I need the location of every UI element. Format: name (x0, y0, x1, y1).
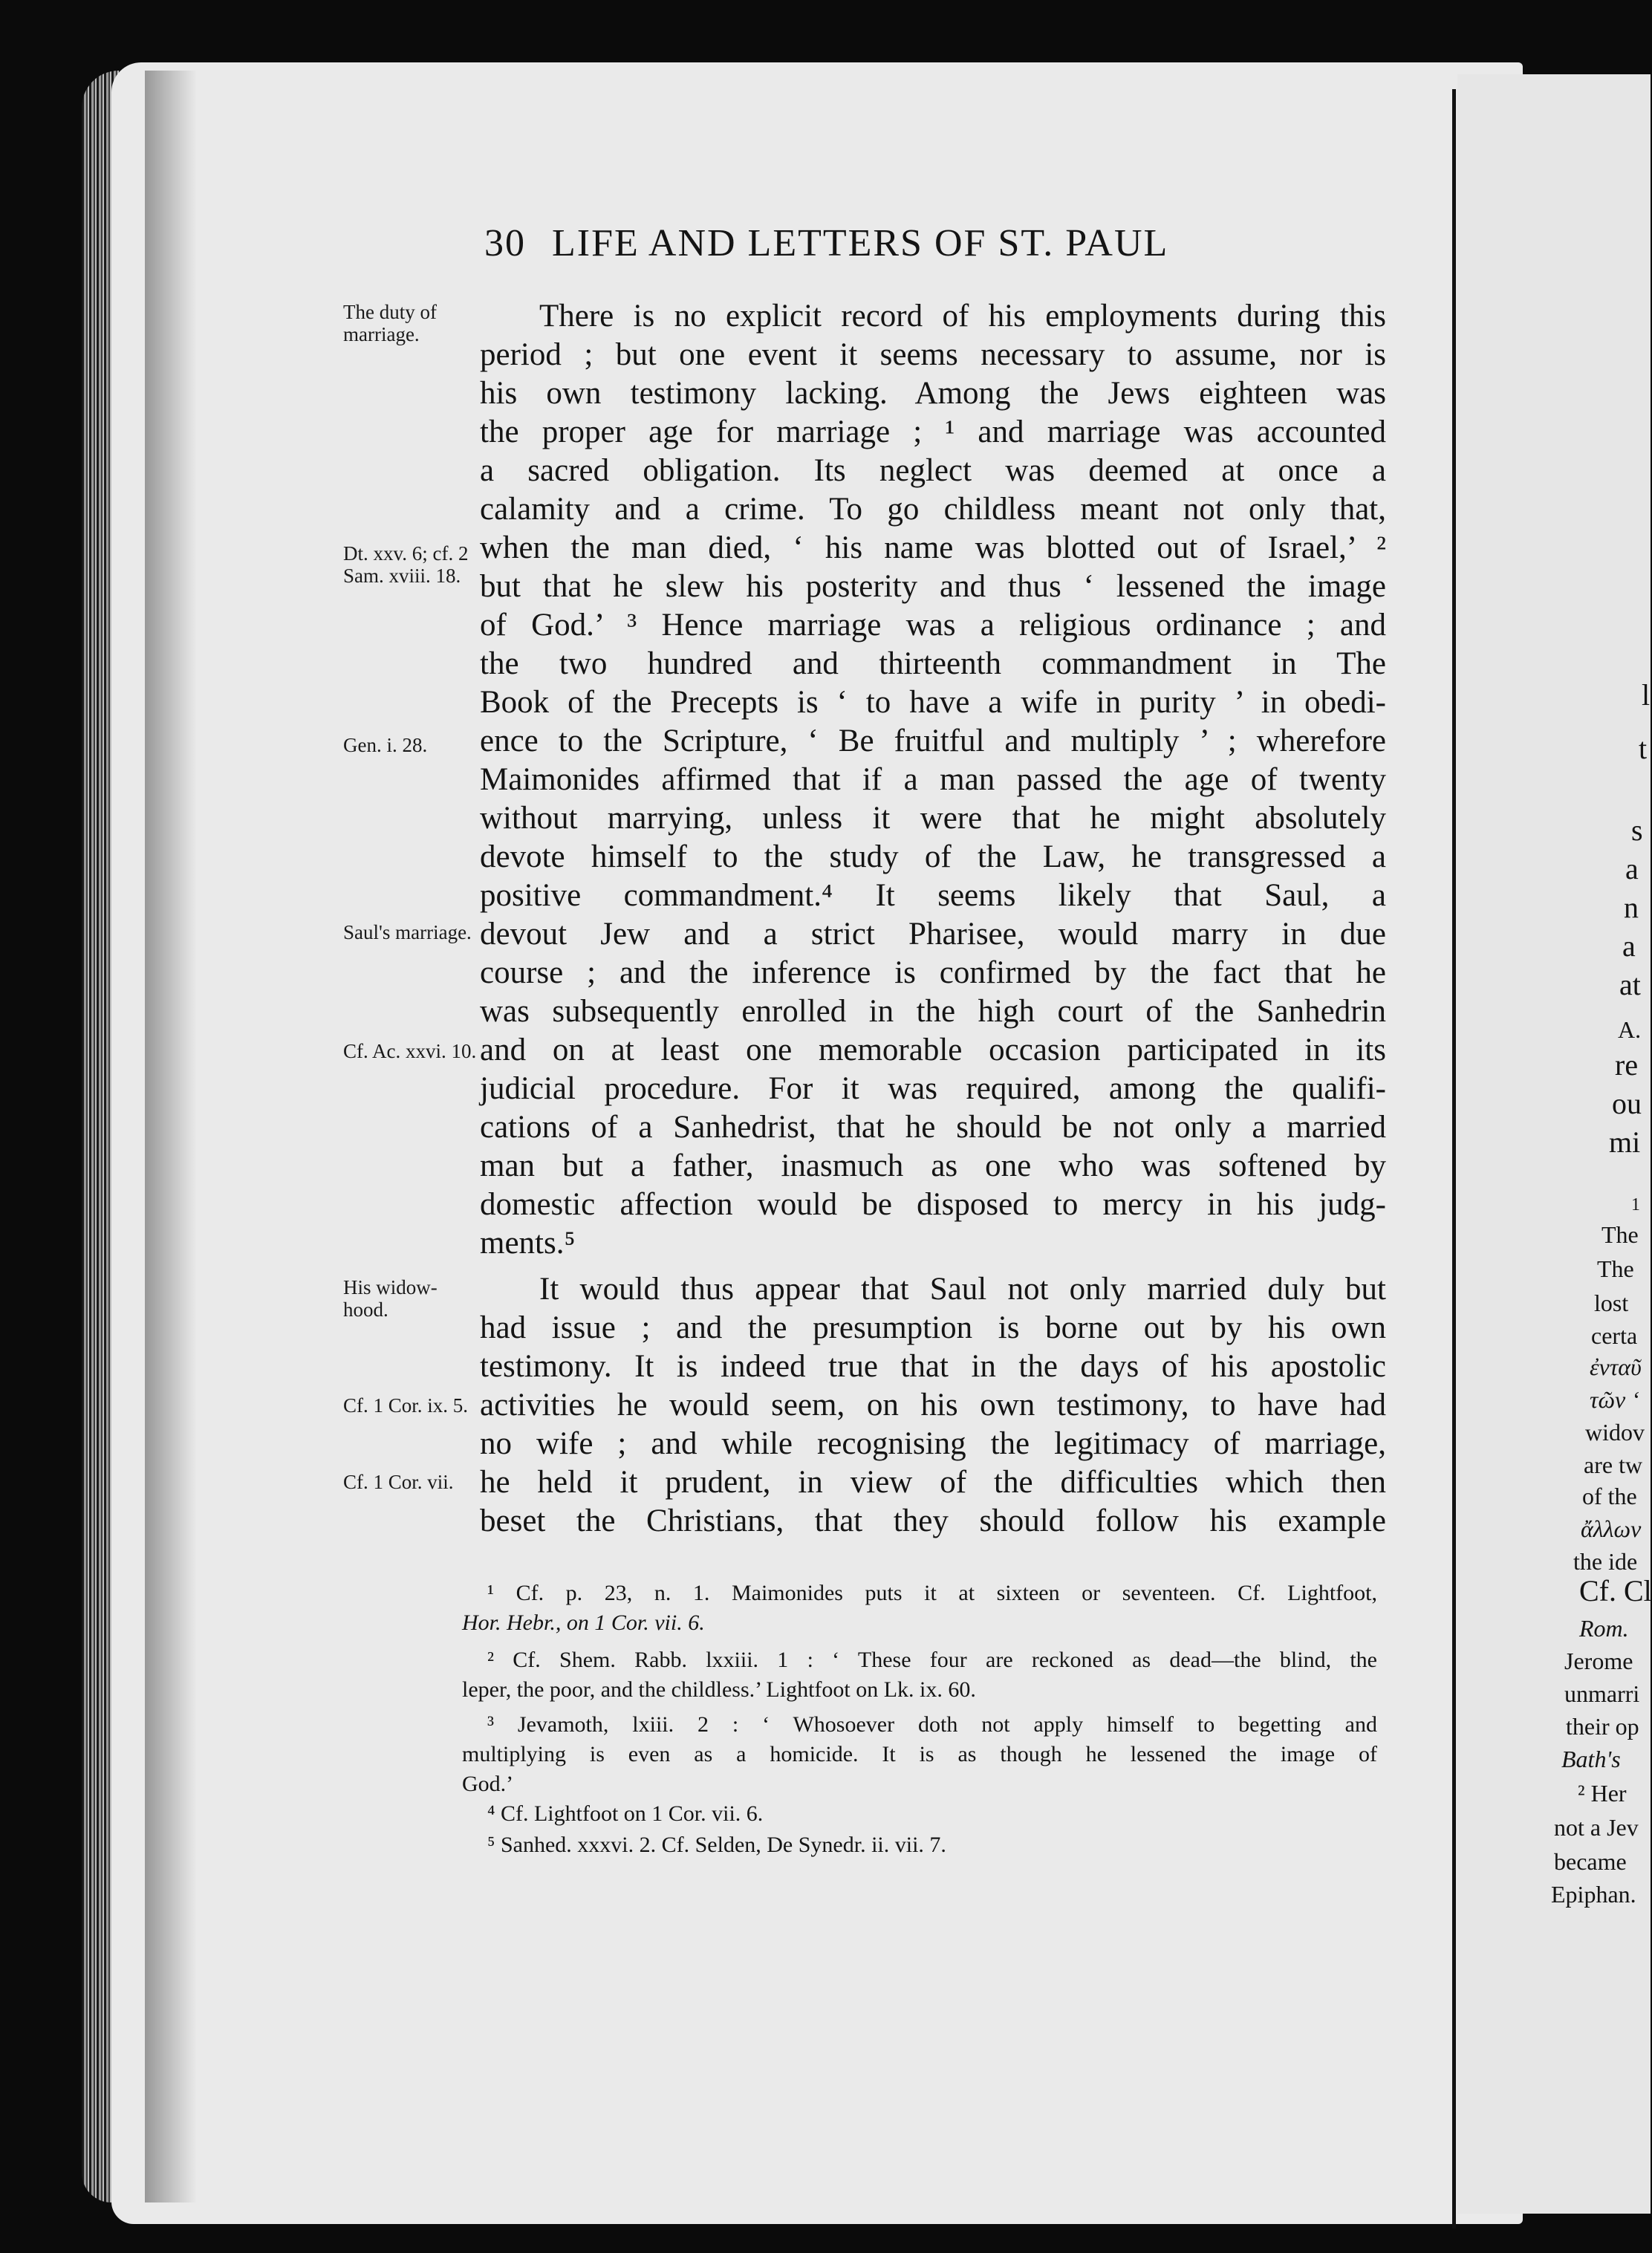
body-line: Maimonides affirmed that if a man passed the age of twenty (480, 762, 1386, 797)
right-page-text: at (1619, 968, 1641, 1001)
body-line: domestic affection would be disposed to mercy in his judg- (480, 1187, 1386, 1222)
right-page-text: n (1624, 891, 1639, 924)
running-head (484, 221, 1331, 265)
margin-note: Cf. 1 Cor. ix. 5. (343, 1394, 469, 1417)
body-line: without marrying, unless it were that he might absolutely (480, 801, 1386, 836)
right-page-text: 1 (1631, 1195, 1640, 1215)
body-line: a sacred obligation. Its neglect was deemed at once a (480, 453, 1386, 488)
footnote-line: ³ Jevamoth, lxiii. 2 : ‘ Whosoever doth not apply himself to begetting and (487, 1712, 1377, 1737)
body-line: beset the Christians, that they should follow his example (480, 1503, 1386, 1538)
body-line: activities he would seem, on his own testimony, to have had (480, 1388, 1386, 1423)
right-page-text: A. (1618, 1016, 1642, 1043)
body-line: period ; but one event it seems necessary to assume, nor is (480, 337, 1386, 372)
margin-note: His widow-hood. (343, 1276, 438, 1321)
right-page-text: ou (1612, 1087, 1642, 1120)
body-line: There is no explicit record of his employments during this (539, 299, 1386, 334)
body-line: but that he slew his posterity and thus ‘ lessened the image (480, 569, 1386, 604)
footnote-line: ¹ Cf. p. 23, n. 1. Maimonides puts it at sixteen or seventeen. Cf. Lightfoot, (487, 1581, 1377, 1605)
margin-note: Dt. xxv. 6; cf. 2 Sam. xviii. 18. (343, 542, 469, 587)
body-line: ence to the Scripture, ‘ Be fruitful and multiply ’ ; wherefore (480, 724, 1386, 758)
body-line: judicial procedure. For it was required, among the qualifi- (480, 1071, 1386, 1106)
body-line: devout Jew and a strict Pharisee, would marry in due (480, 917, 1386, 952)
footnote-line: ⁴ Cf. Lightfoot on 1 Cor. vii. 6. (487, 1801, 764, 1826)
footnote-line: ² Cf. Shem. Rabb. lxxiii. 1 : ‘ These four are reckoned as dead—the blind, the (487, 1648, 1377, 1672)
body-line: man but a father, inasmuch as one who was softened by (480, 1148, 1386, 1183)
right-page-text: the ide (1573, 1548, 1638, 1575)
margin-note: Saul's marriage. (343, 921, 472, 943)
right-page-text: a (1625, 852, 1639, 885)
right-page-text: l (1642, 678, 1651, 712)
body-line: his own testimony lacking. Among the Jews eighteen was (480, 376, 1386, 411)
page-number: 30 (484, 222, 526, 264)
body-line: course ; and the inference is confirmed by the fact that he (480, 955, 1386, 990)
body-line: devote himself to the study of the Law, he transgressed a (480, 839, 1386, 874)
page-gutter (1452, 89, 1456, 2228)
body-line: testimony. It is indeed true that in the days of his apostolic (480, 1349, 1386, 1384)
body-line: and on at least one memorable occasion participated in its (480, 1033, 1386, 1067)
right-page-text: ἐνταῦ (1590, 1353, 1642, 1380)
body-line: of God.’ ³ Hence marriage was a religious ordinance ; and (480, 608, 1386, 643)
footnote-line: God.’ (462, 1772, 514, 1796)
right-page-text: widov (1585, 1419, 1645, 1446)
right-page-text: became (1554, 1848, 1627, 1875)
margin-note: The duty of marriage. (343, 301, 437, 345)
right-page-text: Jerome (1564, 1648, 1633, 1674)
right-page-text: s (1631, 813, 1643, 847)
footnote-line: ⁵ Sanhed. xxxvi. 2. Cf. Selden, De Synedr. ii. vii. 7. (487, 1833, 946, 1857)
right-page-text: of the (1582, 1483, 1637, 1509)
right-page-text: unmarri (1564, 1680, 1640, 1707)
footnote-line: multiplying is even as a homicide. It is as though he lessened the image of (462, 1742, 1377, 1766)
right-page-text: The (1597, 1255, 1634, 1282)
body-line: the two hundred and thirteenth commandment in The (480, 646, 1386, 681)
running-title: LIFE AND LETTERS OF ST. PAUL (552, 222, 1169, 264)
right-page-text: Rom. (1579, 1615, 1629, 1642)
right-page-text: mi (1609, 1125, 1641, 1159)
right-page-text: ² Her (1578, 1780, 1627, 1807)
body-line: cations of a Sanhedrist, that he should be not only a married (480, 1110, 1386, 1145)
body-line: It would thus appear that Saul not only married duly but (539, 1272, 1386, 1307)
body-line: no wife ; and while recognising the legitimacy of marriage, (480, 1426, 1386, 1461)
right-page-text: Cf. Cl (1579, 1574, 1652, 1607)
body-line: calamity and a crime. To go childless meant not only that, (480, 492, 1386, 527)
right-page-text: τῶν ‘ (1590, 1386, 1639, 1413)
right-page-text: re (1615, 1048, 1639, 1082)
body-line: the proper age for marriage ; ¹ and marriage was accounted (480, 414, 1386, 449)
right-page-text: ἄλλων (1581, 1515, 1642, 1542)
body-line: he held it prudent, in view of the difficulties which then (480, 1465, 1386, 1500)
footnote-line: Hor. Hebr., on 1 Cor. vii. 6. (462, 1610, 705, 1635)
right-page-text: The (1601, 1221, 1639, 1248)
margin-note: Gen. i. 28. (343, 734, 428, 756)
right-page-text: not a Jev (1554, 1814, 1639, 1841)
body-line: had issue ; and the presumption is borne out by his own (480, 1310, 1386, 1345)
right-page-text: Epiphan. (1551, 1881, 1636, 1908)
body-line: ments.⁵ (480, 1226, 576, 1261)
right-page-text: Bath's (1561, 1746, 1621, 1772)
margin-note: Cf. Ac. xxvi. 10. (343, 1040, 477, 1062)
right-page-text: lost (1594, 1290, 1629, 1316)
page-edge-shadow (145, 71, 197, 2202)
body-line: Book of the Precepts is ‘ to have a wife in purity ’ in obedi- (480, 685, 1386, 720)
right-page-text: are tw (1584, 1451, 1643, 1478)
footnote-line: leper, the poor, and the childless.’ Lightfoot on Lk. ix. 60. (462, 1677, 976, 1702)
margin-note: Cf. 1 Cor. vii. (343, 1471, 454, 1493)
right-page-text: certa (1591, 1322, 1638, 1349)
body-line: positive commandment.⁴ It seems likely that Saul, a (480, 878, 1386, 913)
right-page-text: t (1639, 732, 1648, 765)
right-page-text: their op (1566, 1713, 1639, 1740)
body-line: was subsequently enrolled in the high court of the Sanhedrin (480, 994, 1386, 1029)
body-line: when the man died, ‘ his name was blotted out of Israel,’ ² (480, 530, 1386, 565)
right-page-text: a (1622, 929, 1636, 963)
